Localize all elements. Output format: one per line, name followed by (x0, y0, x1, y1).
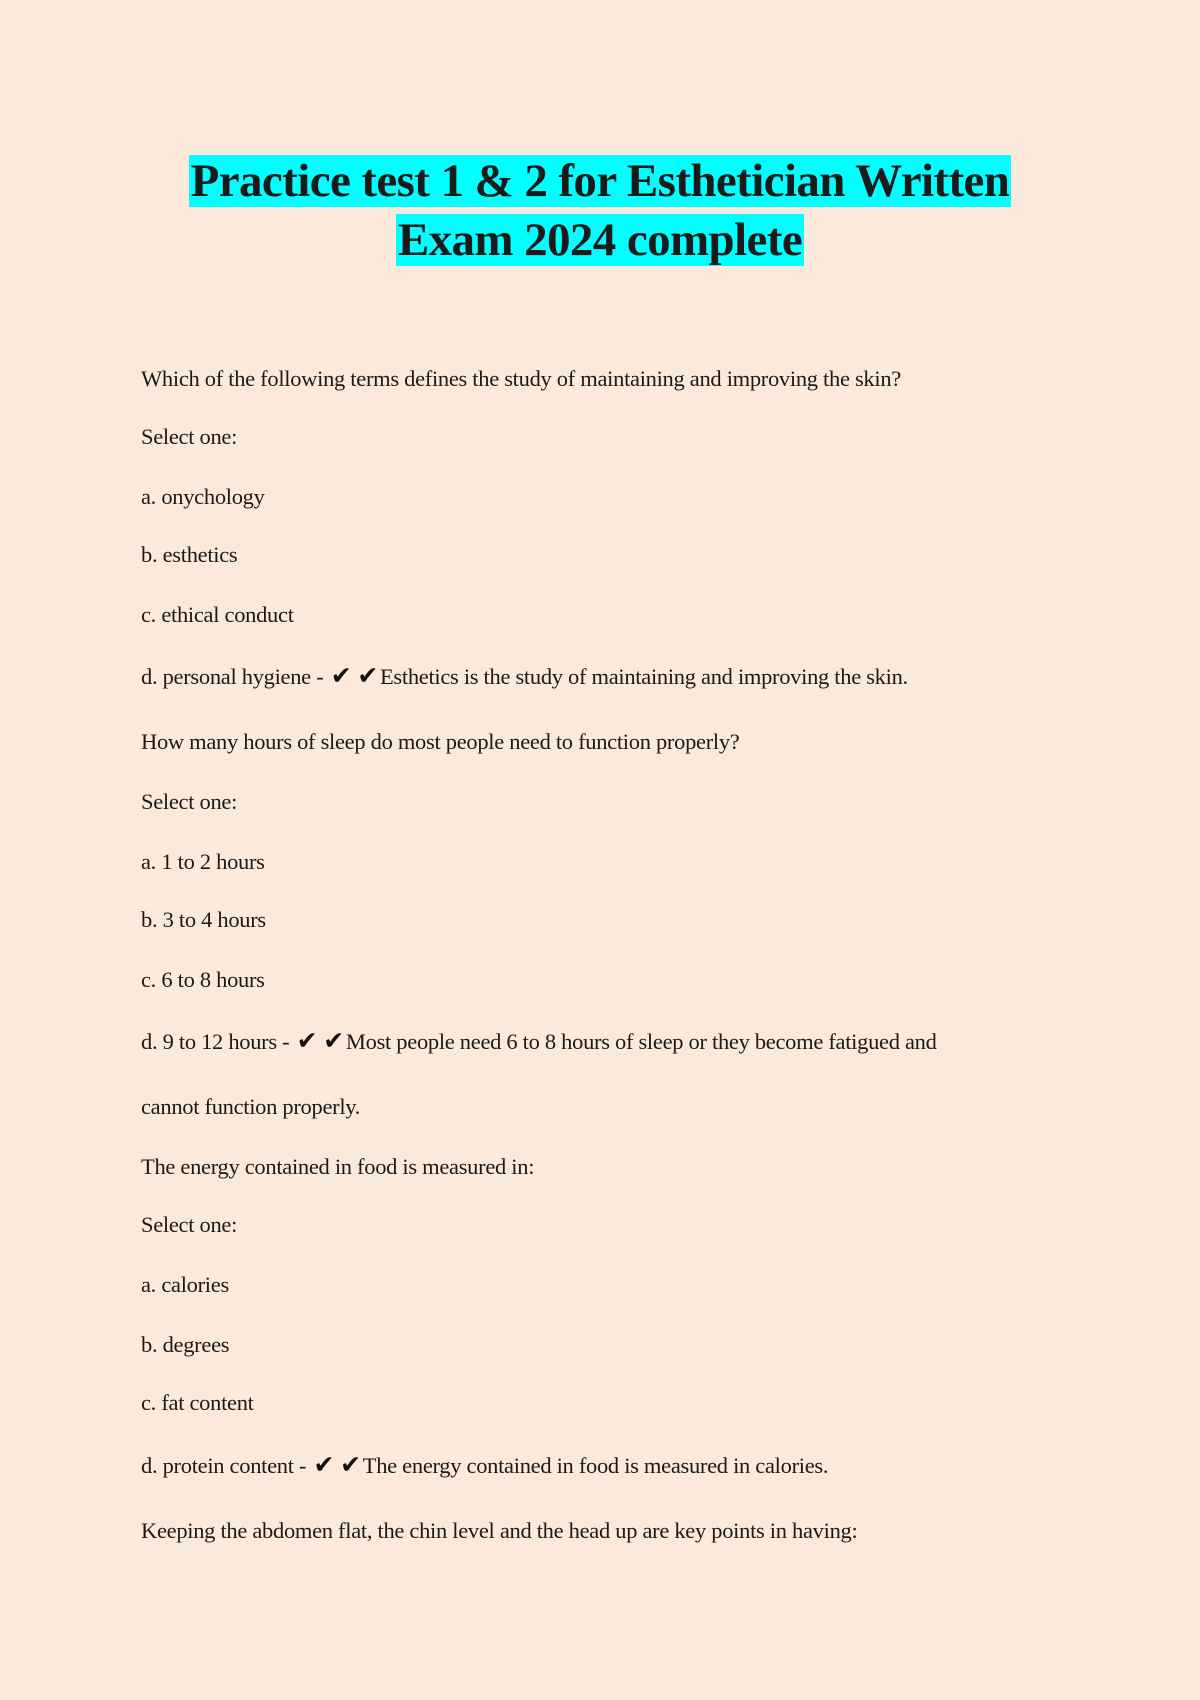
question-2-option-c: c. 6 to 8 hours (141, 967, 265, 992)
question-4: Keeping the abdomen flat, the chin level and the head up are key points in having: (141, 1518, 858, 1543)
question-2: How many hours of sleep do most people need to function properly? (141, 729, 740, 754)
option-d-label: d. 9 to 12 hours - (141, 1029, 295, 1054)
checkmark-icon: ✔ ✔ (296, 1028, 344, 1055)
question-1-option-c: c. ethical conduct (141, 602, 294, 627)
question-1-option-b: b. esthetics (141, 542, 238, 567)
question-3: The energy contained in food is measured in: (141, 1154, 535, 1179)
answer-explanation: Esthetics is the study of maintaining and improving the skin. (379, 664, 908, 689)
question-3-option-b: b. degrees (141, 1332, 230, 1357)
question-3-option-d (141, 1452, 828, 1480)
question-3-option-c: c. fat content (141, 1390, 254, 1415)
title-line-1: Practice test 1 & 2 for Esthetician Written (190, 155, 1010, 207)
answer-explanation: Most people need 6 to 8 hours of sleep or they become fatigued and (345, 1029, 937, 1054)
question-3-option-a: a. calories (141, 1272, 229, 1297)
document-title (0, 152, 1200, 270)
question-3-instruction: Select one: (141, 1212, 238, 1237)
question-1-instruction: Select one: (141, 424, 238, 449)
question-1-option-d (141, 663, 908, 691)
checkmark-icon: ✔ ✔ (313, 1452, 361, 1479)
title-line-2: Exam 2024 complete (397, 214, 803, 266)
option-d-label: d. personal hygiene - (141, 664, 329, 689)
question-1-option-a: a. onychology (141, 484, 265, 509)
question-2-option-d (141, 1028, 937, 1056)
question-2-option-b: b. 3 to 4 hours (141, 907, 266, 932)
question-2-answer-continued: cannot function properly. (141, 1094, 361, 1119)
checkmark-icon: ✔ ✔ (330, 663, 378, 690)
option-d-label: d. protein content - (141, 1453, 312, 1478)
answer-explanation: The energy contained in food is measured in calories. (362, 1453, 829, 1478)
question-2-instruction: Select one: (141, 789, 238, 814)
question-1: Which of the following terms defines the study of maintaining and improving the skin? (141, 366, 901, 391)
question-2-option-a: a. 1 to 2 hours (141, 849, 265, 874)
